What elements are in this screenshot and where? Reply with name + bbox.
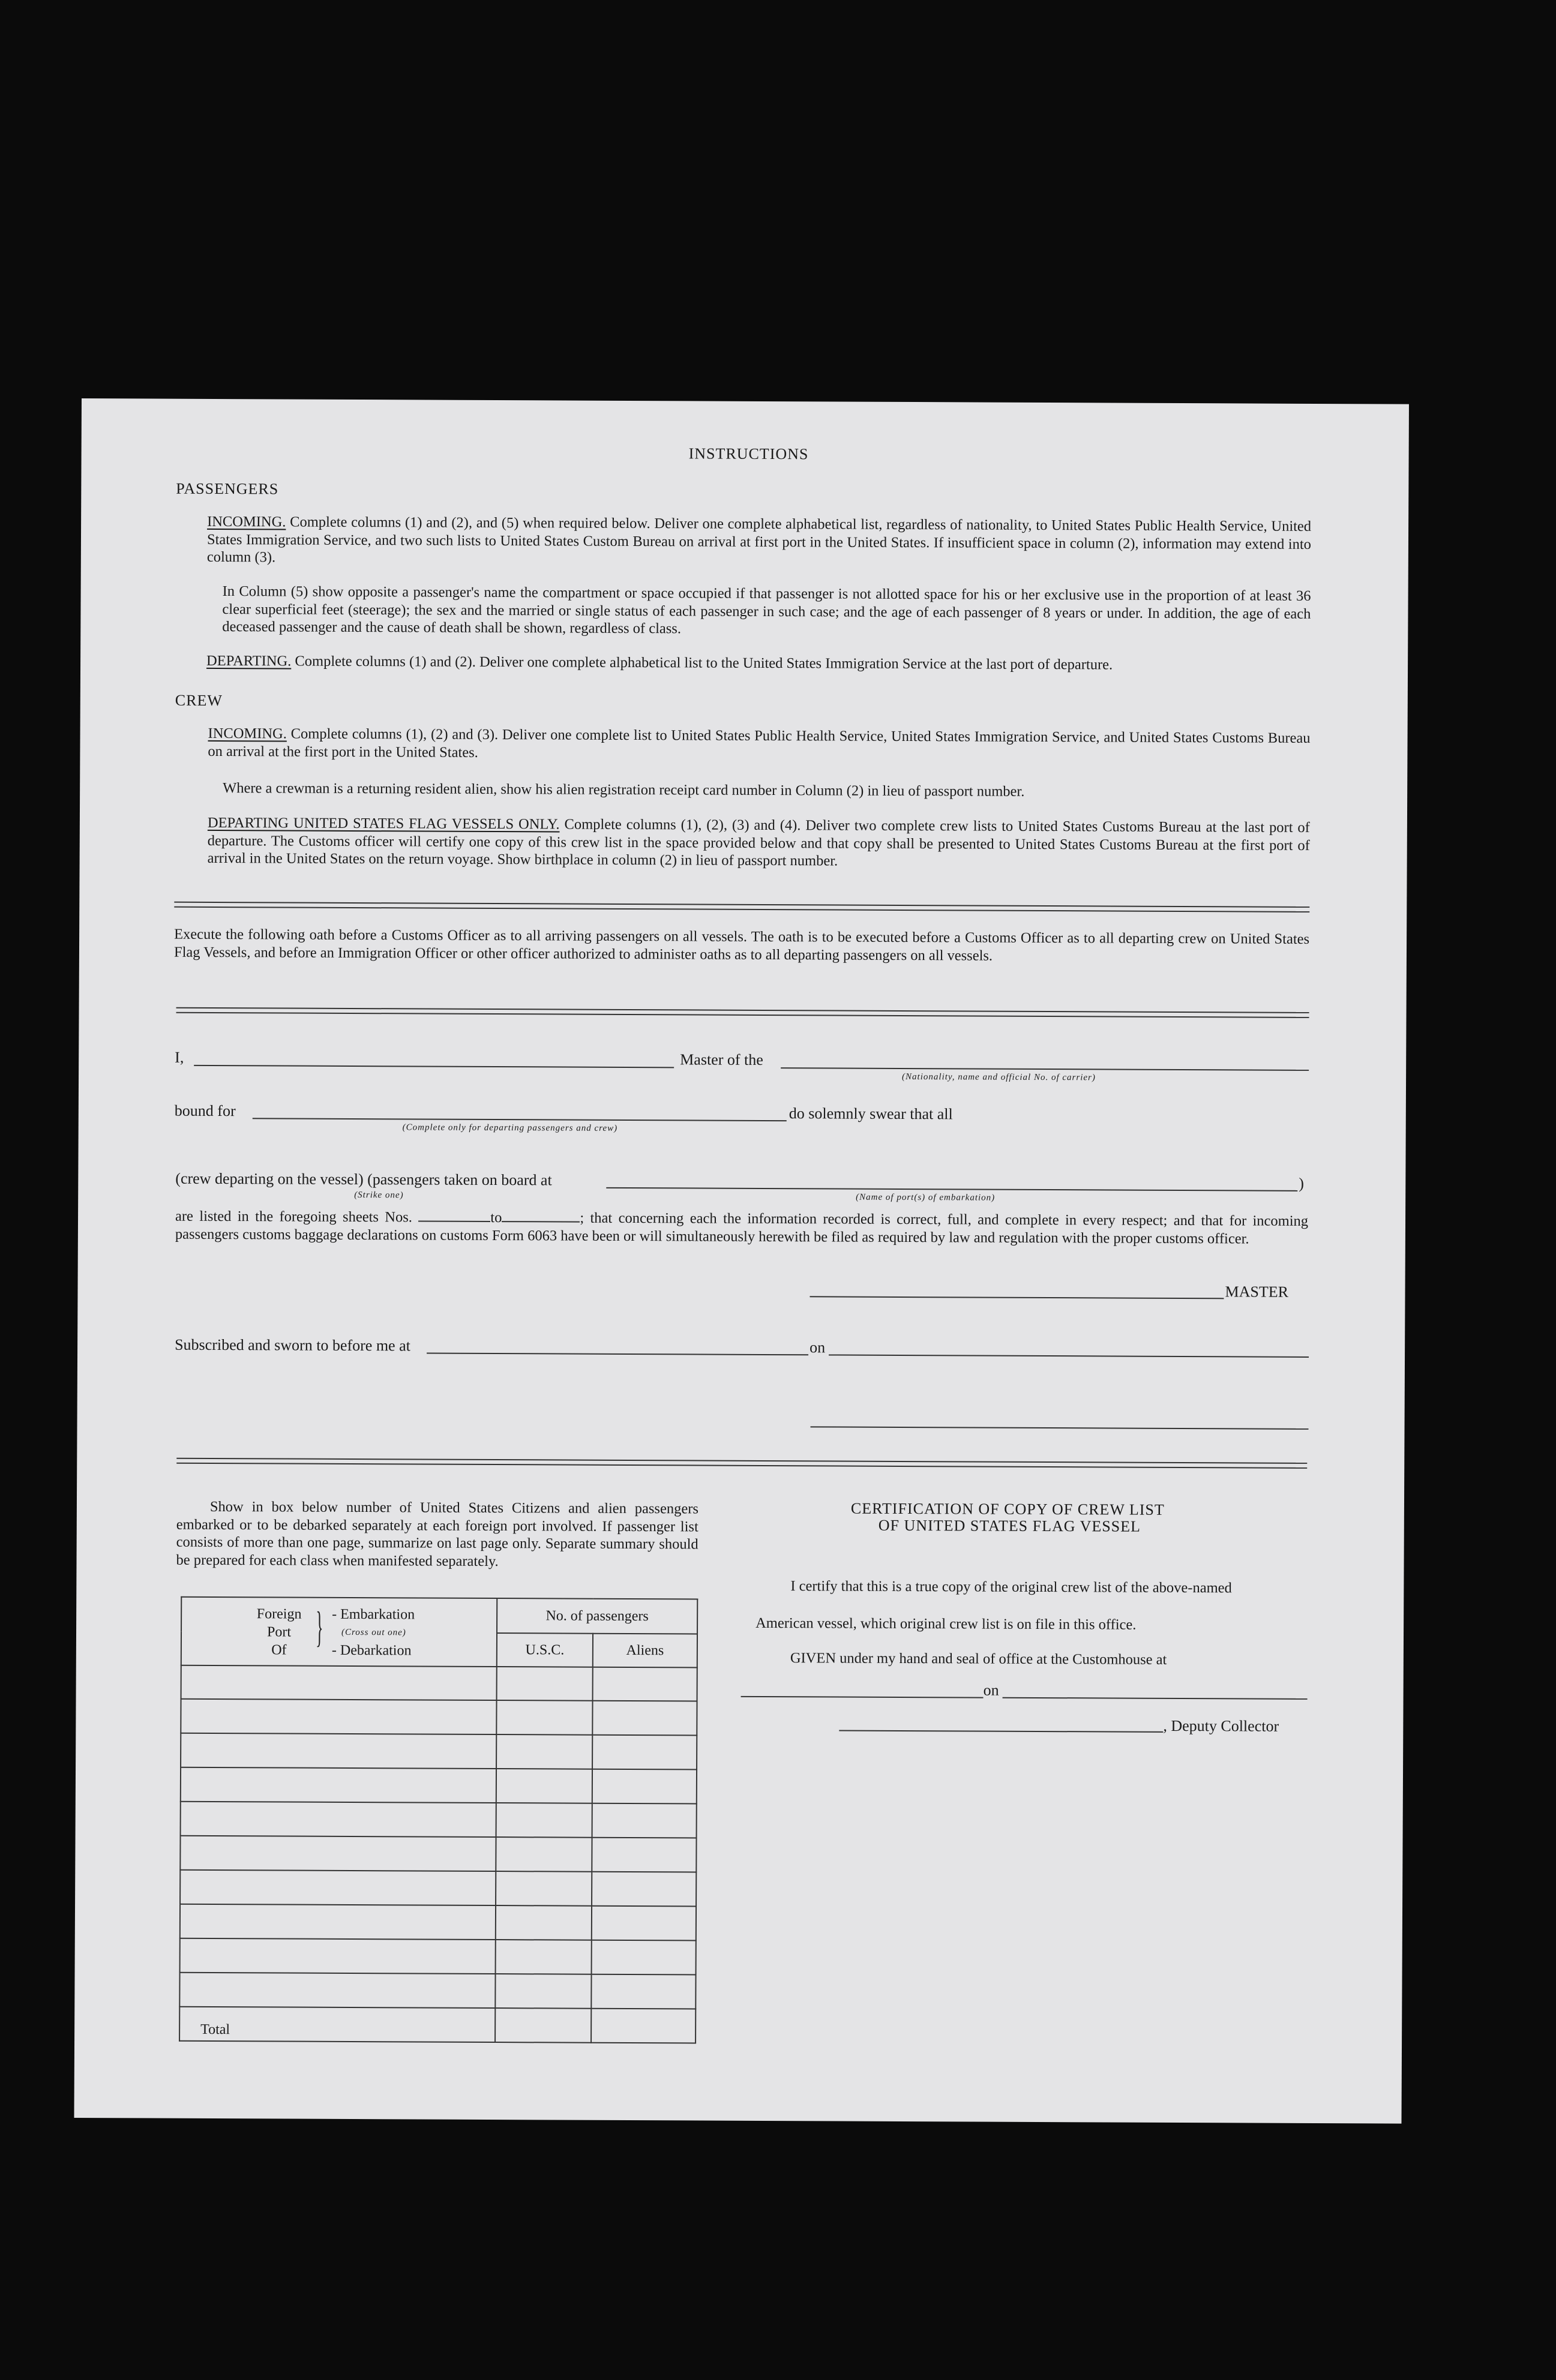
table-row [181,1733,697,1770]
port-cell[interactable] [180,1904,496,1940]
table-row [181,1665,697,1701]
crew-incoming-lead: INCOMING. [208,725,287,742]
usc-cell[interactable] [496,1837,592,1872]
usc-cell[interactable] [496,1734,592,1769]
crew-departing-text: Complete columns (1), (2), (3) and (4). Deliver two complete crew lists to United States Customs Bureau at the last port of departure. The Customs officer will certify one copy of this crew list in the space provided below and that copy shall be presented to United States Customs Bureau at the first port of arrival in the United States on the return voyage. Show birthplace in column (2) in lieu of passport number. [207,816,1310,869]
table-row [181,1699,697,1736]
strike-hint: (Strike one) [354,1190,404,1200]
usc-cell[interactable] [496,1769,592,1803]
header-embarkation: - Embarkation [332,1606,415,1623]
aliens-cell[interactable] [592,1735,697,1770]
master-of-label: Master of the [680,1051,763,1069]
crew-departing-paragraph [208,814,1310,872]
oath-i-label: I, [175,1048,184,1066]
section-divider-3 [176,1458,1307,1469]
no-of-passengers-header: No. of passengers [497,1598,697,1634]
port-cell[interactable] [181,1699,496,1734]
subscribed-label: Subscribed and sworn to before me at [175,1335,410,1355]
passengers-departing-text: Complete columns (1) and (2). Deliver one complete alphabetical list to the United States Immigration Service at the last port of departure. [295,653,1113,673]
close-paren: ) [1299,1174,1305,1192]
crew-incoming-paragraph [208,725,1310,765]
passengers-incoming-lead: INCOMING. [207,513,286,530]
swear-text: do solemnly swear that all [789,1105,953,1123]
port-cell[interactable] [181,1802,496,1837]
passengers-heading: PASSENGERS [176,479,279,498]
port-cell[interactable] [181,1733,496,1769]
crew-resident-paragraph: Where a crewman is a returning resident alien, show his alien registration receipt card number in Column (2) in lieu of passport number. [223,780,1025,800]
to-label: to [490,1209,502,1226]
certification-title-1: CERTIFICATION OF COPY OF CREW LIST [850,1499,1165,1518]
crew-incoming-text: Complete columns (1), (2) and (3). Deliver one complete list to United States Public Health Service, United States Immigration Service, and United States Customs Bureau on arrival at the first port in the United States. [208,725,1311,761]
deputy-label: , Deputy Collector [1163,1716,1279,1735]
oath-intro-paragraph: Execute the following oath before a Customs Officer as to all arriving passengers on all vessels. The oath is to be executed before a Customs Officer as to all departing crew on United States Flag Vessels, and before an Immigration Officer or other officer authorized to administer oaths as to all departing passengers on all vessels. [173,926,1310,964]
brace-icon: } [316,1602,323,1651]
table-row [180,1836,696,1872]
aliens-cell[interactable] [593,1667,697,1701]
table-row [181,1767,697,1804]
master-name-field[interactable] [194,1065,674,1068]
certification-date-field[interactable] [1003,1697,1308,1700]
aliens-cell[interactable] [592,1940,696,1975]
table-row [180,1904,696,1941]
passenger-summary-table [179,1596,698,2044]
aliens-total-cell[interactable] [591,2009,695,2043]
port-cell[interactable] [180,1836,496,1871]
crew-passengers-text: (crew departing on the vessel) (passengers taken on board at [175,1169,552,1189]
bound-for-label: bound for [174,1102,236,1120]
page-title: INSTRUCTIONS [688,445,809,463]
header-foreign: Foreign [256,1606,302,1622]
summary-instructions: Show in box below number of United States Citizens and alien passengers embarked or to be debarked separately at each foreign port involved. If passenger list consists of more than one page, summarize on last page only. Separate summary should be prepared for each class when manifested separately. [176,1498,698,1569]
usc-cell[interactable] [496,1871,592,1906]
aliens-cell[interactable] [592,1769,697,1804]
customhouse-field[interactable] [741,1696,984,1698]
aliens-cell[interactable] [592,1701,697,1736]
crew-departing-lead: DEPARTING UNITED STATES FLAG VESSELS ONLY. [207,814,560,833]
given-text: GIVEN under my hand and seal of office at the Customhouse at [790,1650,1167,1668]
usc-cell[interactable] [496,1700,592,1735]
usc-cell[interactable] [497,1667,593,1701]
usc-cell[interactable] [496,1940,592,1974]
usc-header: U.S.C. [497,1633,593,1667]
carrier-hint: (Nationality, name and official No. of carrier) [902,1072,1096,1083]
aliens-cell[interactable] [592,1872,696,1907]
total-label: Total [179,2007,495,2042]
master-signature-field[interactable] [810,1296,1224,1299]
usc-cell[interactable] [495,1974,591,2009]
aliens-cell[interactable] [591,1974,695,2009]
table-row [179,1973,695,2009]
sworn-place-field[interactable] [427,1353,808,1356]
usc-total-cell[interactable] [495,2008,591,2043]
aliens-cell[interactable] [592,1906,696,1941]
deputy-signature-field[interactable] [839,1730,1163,1733]
total-row [179,2007,695,2043]
certification-on-label: on [983,1681,999,1699]
section-divider-1 [174,902,1309,913]
form-sheet [74,398,1408,2124]
table-row [180,1938,696,1975]
sheet-to-field[interactable] [502,1209,580,1223]
passengers-departing-lead: DEPARTING. [206,652,292,670]
master-label: MASTER [1225,1283,1289,1301]
aliens-header: Aliens [593,1634,697,1668]
usc-cell[interactable] [496,1905,592,1940]
passengers-column5-paragraph: In Column (5) show opposite a passenger's name the compartment or space occupied if that passenger is not allotted space for his or her exclusive use in the proportion of at least 36 clear superficial feet (steerage); the sex and the married or single status of each passenger in such case; and the age of each passenger of 8 years or under. In addition, the age of each deceased passenger and the cause of death shall be shown, regardless of class. [222,583,1311,637]
certify-text-2: American vessel, which original crew list is on file in this office. [755,1614,1137,1633]
certification-title-2: OF UNITED STATES FLAG VESSEL [878,1516,1141,1535]
embarkation-port-field[interactable] [606,1187,1297,1191]
carrier-field[interactable] [781,1067,1309,1071]
aliens-cell[interactable] [592,1838,696,1872]
passengers-incoming-paragraph [207,513,1311,571]
listed-suffix: ; that concerning each the information recorded is correct, full, and complete in every respect; and that for incoming passengers customs baggage declarations on customs Form 6063 have been or will simultaneously herewith be filed as required by law and regulation with the proper customs officer. [175,1209,1309,1247]
section-divider-2 [176,1007,1309,1018]
aliens-cell[interactable] [592,1803,697,1838]
sworn-on-label: on [810,1338,826,1356]
port-hint: (Name of port(s) of embarkation) [856,1192,996,1203]
header-debarkation: - Debarkation [331,1642,412,1659]
header-cross-out: (Cross out one) [341,1627,406,1638]
sworn-date-field[interactable] [829,1354,1309,1357]
listed-paragraph [175,1208,1308,1248]
table-row [180,1870,696,1907]
port-cell[interactable] [181,1767,496,1803]
usc-cell[interactable] [496,1803,592,1838]
port-cell[interactable] [180,1938,496,1974]
certify-text-1: I certify that this is a true copy of the original crew list of the above-named [790,1578,1232,1596]
passengers-departing-paragraph [206,652,1311,675]
bound-hint: (Complete only for departing passengers and crew) [402,1123,618,1133]
header-of: Of [271,1642,287,1658]
bound-for-field[interactable] [253,1118,787,1121]
crew-heading: CREW [175,691,223,710]
sheet-from-field[interactable] [418,1208,490,1222]
port-cell[interactable] [180,1870,496,1905]
listed-prefix: are listed in the foregoing sheets Nos. [175,1208,412,1226]
port-cell[interactable] [179,1973,495,2008]
header-port: Port [266,1624,292,1640]
table-row [181,1802,697,1838]
officer-signature-field[interactable] [811,1426,1309,1430]
port-cell[interactable] [181,1665,497,1700]
foreign-port-header [181,1597,497,1667]
passengers-incoming-text: Complete columns (1) and (2), and (5) when required below. Deliver one complete alphabetical list, regardless of nationality, to United States Public Health Service, United States Immigration Service, and two such lists to United States Custom Bureau on arrival at first port in the United States. If insufficient space in column (2), information may extend into column (3). [206,514,1312,566]
